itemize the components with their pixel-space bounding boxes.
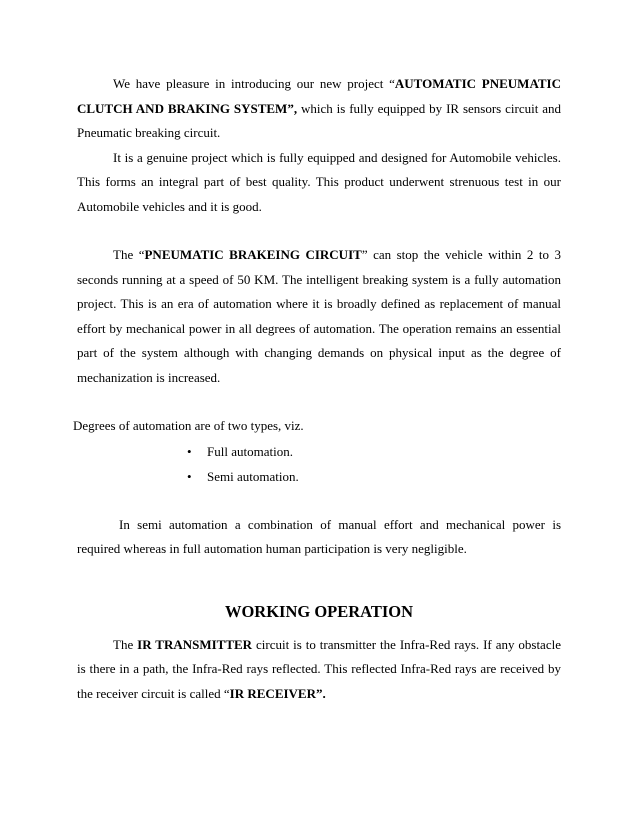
- pneumatic-circuit-paragraph: [77, 243, 561, 390]
- bullet-icon: •: [187, 443, 192, 459]
- pneumatic-text-end: ” can stop the vehicle within 2 to 3 seconds running at a speed of 50 KM. The intelligent breaking system is a fully automation project. This is an era of automation where it is broadly defined as replacement of manual effort by mechanical power in all degrees of automation. The operation remains an essential part of the system although with changing demands on physical input as the degree of mechanization is increased.: [77, 247, 561, 385]
- degrees-intro: Degrees of automation are of two types, viz.: [73, 418, 304, 433]
- document-page: [73, 72, 561, 706]
- spacer: [77, 562, 561, 599]
- semi-automation-paragraph: In semi automation a combination of manual effort and mechanical power is required whereas in full automation human participation is very negligible.: [77, 516, 561, 556]
- working-text-middle: circuit is to transmitter the Infra-Red rays. If any obstacle is there in a path, the Infra-Red rays reflected. This reflected Infra-Red rays are received by the receiver circuit is called “: [77, 636, 561, 701]
- intro-text-start: We have pleasure in introducing our new project “: [113, 76, 395, 91]
- ir-transmitter-term: IR TRANSMITTER: [137, 636, 253, 652]
- project-name: AUTOMATIC PNEUMATIC CLUTCH AND BRAKING SYSTEM”,: [77, 76, 561, 116]
- list-item-label: Full automation.: [207, 443, 293, 459]
- section-heading: WORKING OPERATION: [224, 601, 414, 621]
- spacer: [77, 390, 561, 414]
- working-text-start: The: [113, 636, 138, 652]
- pneumatic-circuit-name: PNEUMATIC BRAKEING CIRCUIT: [144, 247, 362, 262]
- list-item: [185, 464, 561, 489]
- spacer: [77, 219, 561, 243]
- bullet-icon: •: [187, 468, 192, 484]
- intro-paragraph: [77, 72, 561, 146]
- ir-receiver-term: IR RECEIVER”.: [229, 685, 326, 701]
- list-item-label: Semi automation.: [207, 468, 299, 484]
- spacer: [77, 625, 561, 633]
- list-item: [185, 439, 561, 464]
- pneumatic-text-start: The “: [113, 247, 145, 262]
- working-operation-paragraph: [77, 633, 561, 707]
- automation-types-list: [77, 439, 561, 489]
- intro-text-end: which is fully equipped by IR sensors circuit and Pneumatic breaking circuit.: [77, 100, 561, 140]
- genuine-project-paragraph: It is a genuine project which is fully equipped and designed for Automobile vehicles. This forms an integral part of best quality. This product underwent strenuous test in our Automobile vehicles and it is good.: [77, 149, 561, 214]
- spacer: [77, 489, 561, 513]
